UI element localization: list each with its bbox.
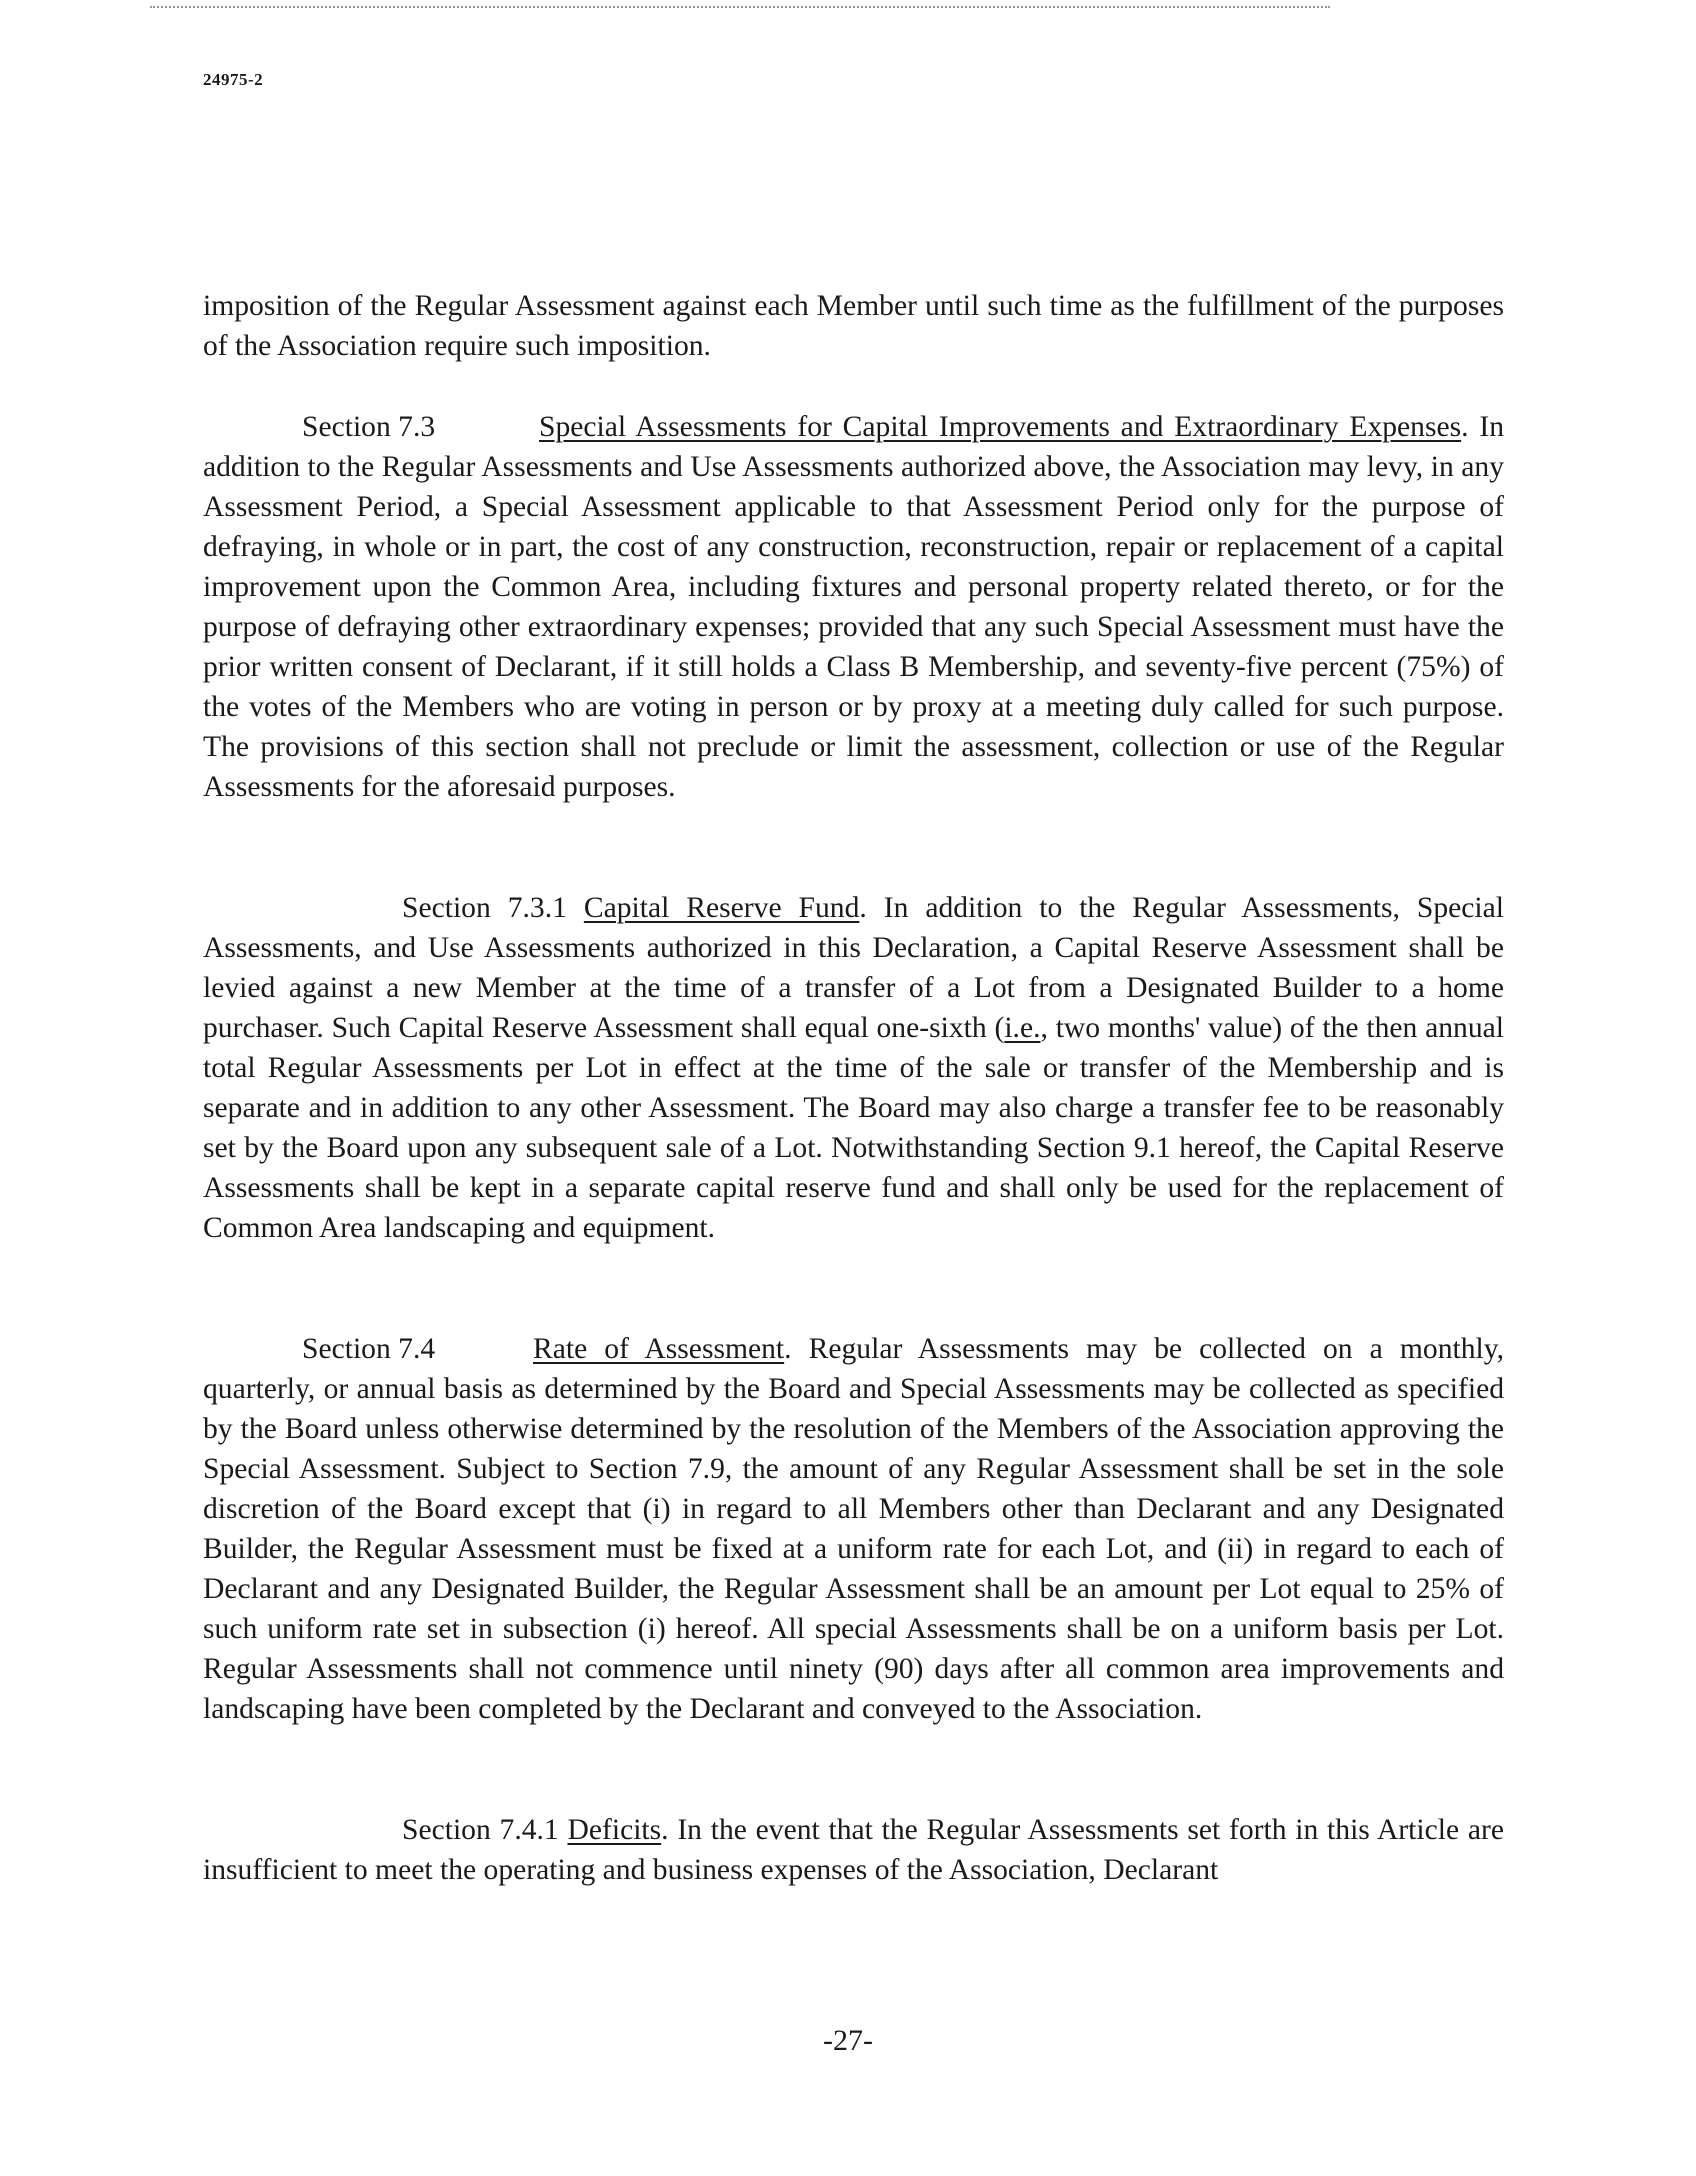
section-number: Section 7.3 [302, 411, 436, 443]
paragraph-text: . In addition to the Regular Assessments, Special Assessments, and Use Assessments authorized in this Declaration, a Capital Reserve Assessment shall be levied against a new Member at the time of a transfer of a Lot from a Designated Builder to a home purchaser. Such Capital Reserve Assessment shall equal one-sixth ( [203, 892, 1505, 1044]
paragraph-section-7-3 [203, 407, 1504, 807]
section-number: Section 7.4.1 [402, 1814, 559, 1846]
paragraph-text: . In the event that the Regular Assessments set forth in this Article are insufficient to meet the operating and business expenses of the Association, Declarant [203, 1814, 1504, 1886]
page-number: -27- [823, 2024, 873, 2057]
paragraph-section-7-3-1 [203, 888, 1504, 1248]
paragraph-text-cont: , two months' value) of the then annual total Regular Assessments per Lot in effect at the time of the sale or transfer of the Membership and is separate and in addition to any other Assessment. The Board may also charge a transfer fee to be reasonably set by the Board upon any subsequent sale of a Lot. Notwithstanding Section 9.1 hereof, the Capital Reserve Assessments shall be kept in a separate capital reserve fund and shall only be used for the replacement of Common Area landscaping and equipment. [203, 1012, 1504, 1244]
paragraph-text: . Regular Assessments may be collected on a monthly, quarterly, or annual basis as determined by the Board and Special Assessments may be collected as specified by the Board unless otherwise determined by the resolution of the Members of the Association approving the Special Assessment. Subject to Section 7.9, the amount of any Regular Assessment shall be set in the sole discretion of the Board except that (i) in regard to all Members other than Declarant and any Designated Builder, the Regular Assessment must be fixed at a uniform rate for each Lot, and (ii) in regard to each of Declarant and any Designated Builder, the Regular Assessment shall be an amount per Lot equal to 25% of such uniform rate set in subsection (i) hereof. All special Assessments shall be on a uniform basis per Lot. Regular Assessments shall not commence until ninety (90) days after all common area improvements and landscaping have been completed by the Declarant and conveyed to the Association. [203, 1333, 1505, 1725]
ie-abbreviation: i.e. [1004, 1012, 1041, 1044]
section-number: Section 7.3.1 [402, 892, 567, 924]
paragraph-section-7-4 [203, 1329, 1504, 1729]
paragraph-section-7-4-1 [203, 1810, 1504, 1890]
document-number: 24975-2 [203, 70, 264, 89]
section-title: Rate of Assessment [533, 1333, 785, 1365]
scan-artifact-line [150, 6, 1330, 8]
section-number: Section 7.4 [302, 1333, 436, 1365]
section-title: Special Assessments for Capital Improvements and Extraordinary Expenses [539, 411, 1462, 443]
paragraph-text: imposition of the Regular Assessment against each Member until such time as the fulfillment of the purposes of the Association require such imposition. [203, 290, 1504, 362]
paragraph-text: . In addition to the Regular Assessments and Use Assessments authorized above, the Association may levy, in any Assessment Period, a Special Assessment applicable to that Assessment Period only for the purpose of defraying, in whole or in part, the cost of any construction, reconstruction, repair or replacement of a capital improvement upon the Common Area, including fixtures and personal property related thereto, or for the purpose of defraying other extraordinary expenses; provided that any such Special Assessment must have the prior written consent of Declarant, if it still holds a Class B Membership, and seventy-five percent (75%) of the votes of the Members who are voting in person or by proxy at a meeting duly called for such purpose. The provisions of this section shall not preclude or limit the assessment, collection or use of the Regular Assessments for the aforesaid purposes. [203, 411, 1504, 803]
paragraph-continuation [203, 286, 1504, 366]
section-title: Deficits [567, 1814, 662, 1846]
section-title: Capital Reserve Fund [583, 892, 860, 924]
